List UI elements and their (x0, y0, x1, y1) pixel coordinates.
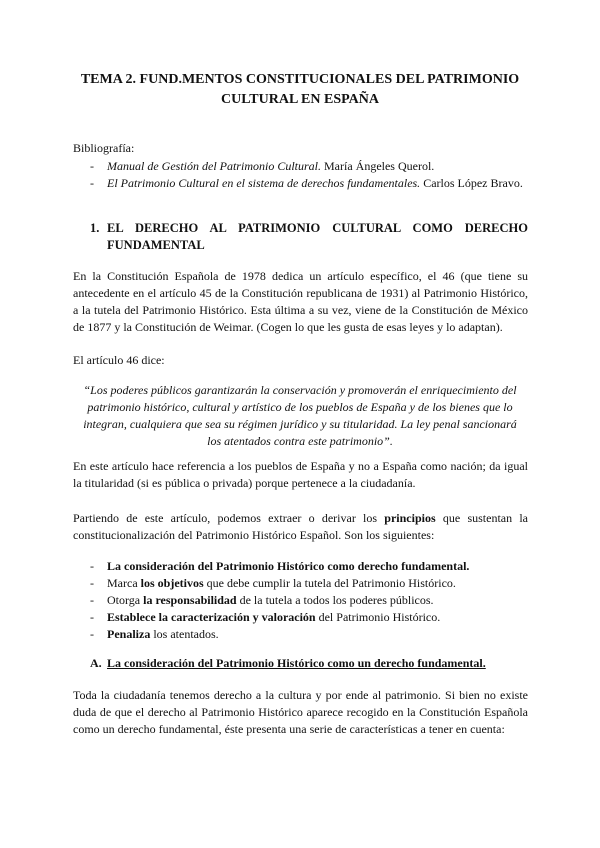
bold-text: principios (384, 511, 436, 525)
principle-item (90, 626, 528, 643)
paragraph-intro: En la Constitución Española de 1978 dedica un artículo específico, el 46 (que tiene su antecedente en el artículo 45 de la Constitución republicana de 1931) al Patrimonio Histórico, a la tutela del Patrimonio Histórico. Esta última a su vez, viene de la Constitución de México de 1877 y la Constitución de Weimar. (Cogen lo que les gusta de esas leyes y lo adaptan). (73, 269, 528, 334)
bold-text: La consideración del Patrimonio Histórico como derecho fundamental. (107, 559, 470, 573)
section-heading (90, 220, 528, 254)
bold-text: los objetivos (140, 576, 204, 590)
text-run: Marca (107, 576, 141, 590)
subsection-label: A. (90, 656, 102, 670)
book-author: Carlos López Bravo. (420, 176, 523, 190)
text-run: Otorga (107, 593, 144, 607)
paragraph-article-46: El artículo 46 dice: (73, 353, 165, 367)
book-author: María Ángeles Querol. (321, 159, 435, 173)
bibliography-list (90, 158, 528, 192)
text-run: Partiendo de este artículo, podemos extraer o derivar los (73, 511, 385, 525)
document-title: TEMA 2. FUND.MENTOS CONSTITUCIONALES DEL PATRIMONIO CULTURAL EN ESPAÑA (80, 72, 520, 107)
principle-item (90, 575, 528, 592)
bold-text: Penaliza (107, 627, 151, 641)
bold-text: la responsabilidad (143, 593, 237, 607)
subsection-heading-text: La consideración del Patrimonio Histórico como un derecho fundamental. (107, 656, 486, 670)
book-title: El Patrimonio Cultural en el sistema de derechos fundamentales. (107, 176, 421, 190)
list-dash: - (90, 610, 94, 624)
text-run: que debe cumplir la tutela del Patrimonio Histórico. (203, 576, 456, 590)
bold-text: Establece la caracterización y valoración (107, 610, 316, 624)
list-dash: - (90, 593, 94, 607)
principle-item (90, 558, 528, 575)
bibliography-label: Bibliografía: (73, 141, 135, 155)
text-run: los atentados. (150, 627, 219, 641)
paragraph-principles-intro (73, 510, 528, 544)
list-dash: - (90, 176, 94, 190)
list-dash: - (90, 576, 94, 590)
article-quote: “Los poderes públicos garantizarán la conservación y promoverán el enriquecimiento del patrimonio histórico, cultural y artístico de los pueblos de España y de los bienes que lo integran, cualquiera que sea su régimen jurídico y su titularidad. La ley penal sancionará los atentados contra este patrimonio”. (83, 383, 517, 448)
text-run: de la tutela a todos los poderes públicos. (236, 593, 434, 607)
section-heading-text: EL DERECHO AL PATRIMONIO CULTURAL COMO DERECHO FUNDAMENTAL (107, 221, 528, 252)
paragraph-citizenship: Toda la ciudadanía tenemos derecho a la cultura y por ende al patrimonio. Si bien no existe duda de que el derecho al Patrimonio Histórico aparece recogido en la Constitución Española como un derecho fundamental, éste presenta una serie de características a tener en cuenta: (73, 688, 528, 736)
bibliography-item (90, 175, 528, 192)
principle-item (90, 609, 528, 626)
subsection-heading (90, 655, 528, 672)
list-dash: - (90, 627, 94, 641)
paragraph-peoples: En este artículo hace referencia a los pueblos de España y no a España como nación; da igual la titularidad (si es pública o privada) porque pertenece a la ciudadanía. (73, 459, 528, 490)
bibliography-item (90, 158, 528, 175)
principle-item (90, 592, 528, 609)
list-dash: - (90, 559, 94, 573)
text-run: que sustentan la constitucionalización del Patrimonio Histórico Español. Son los siguientes: (73, 511, 528, 542)
section-number: 1. (90, 221, 100, 235)
list-dash: - (90, 159, 94, 173)
book-title: Manual de Gestión del Patrimonio Cultural. (107, 159, 321, 173)
principles-list (90, 558, 528, 643)
text-run: del Patrimonio Histórico. (315, 610, 441, 624)
